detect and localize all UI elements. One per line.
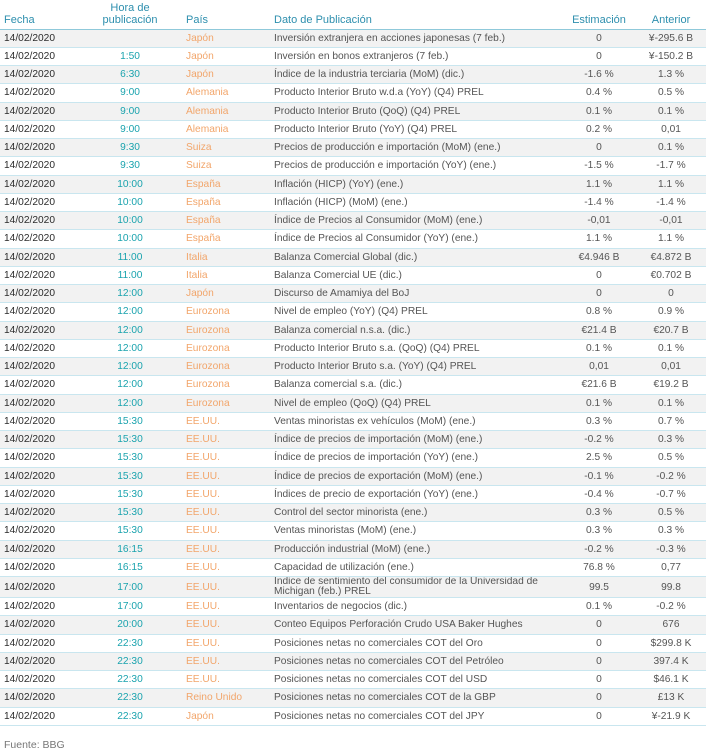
cell-estimate: 0	[562, 266, 636, 284]
cell-description: Producto Interior Bruto w.d.a (YoY) (Q4) PREL	[270, 84, 562, 102]
cell-estimate: 0	[562, 139, 636, 157]
table-row	[0, 558, 706, 576]
cell-description: Producto Interior Bruto s.a. (YoY) (Q4) PREL	[270, 358, 562, 376]
cell-country: EE.UU.	[182, 467, 270, 485]
cell-country: EE.UU.	[182, 449, 270, 467]
cell-previous: €0.702 B	[636, 266, 706, 284]
cell-previous: -0.2 %	[636, 467, 706, 485]
cell-date: 14/02/2020	[0, 634, 78, 652]
cell-time: 16:15	[78, 558, 182, 576]
cell-estimate: €21.4 B	[562, 321, 636, 339]
cell-previous: -0.7 %	[636, 485, 706, 503]
cell-country: España	[182, 230, 270, 248]
source-note: Fuente: BBG	[4, 739, 65, 751]
cell-date: 14/02/2020	[0, 230, 78, 248]
cell-estimate: -0.1 %	[562, 467, 636, 485]
cell-description: Índices de precio de exportación (YoY) (ene.)	[270, 485, 562, 503]
cell-description: Discurso de Amamiya del BoJ	[270, 285, 562, 303]
cell-previous: 1.1 %	[636, 175, 706, 193]
cell-description: Índice de precios de importación (MoM) (ene.)	[270, 431, 562, 449]
cell-date: 14/02/2020	[0, 504, 78, 522]
table-row	[0, 29, 706, 47]
cell-date: 14/02/2020	[0, 303, 78, 321]
cell-description: Control del sector minorista (ene.)	[270, 504, 562, 522]
cell-estimate: 0	[562, 707, 636, 725]
cell-time: 12:00	[78, 376, 182, 394]
cell-time: 12:00	[78, 339, 182, 357]
cell-time: 15:30	[78, 412, 182, 430]
cell-description: Producto Interior Bruto (YoY) (Q4) PREL	[270, 120, 562, 138]
cell-previous: ¥-295.6 B	[636, 29, 706, 47]
column-header-previous: Anterior	[636, 0, 706, 29]
cell-estimate: 0.8 %	[562, 303, 636, 321]
table-row	[0, 358, 706, 376]
cell-estimate: 0.1 %	[562, 339, 636, 357]
cell-description: Inversión en bonos extranjeros (7 feb.)	[270, 47, 562, 65]
cell-time: 6:30	[78, 66, 182, 84]
table-row	[0, 467, 706, 485]
cell-time: 11:00	[78, 248, 182, 266]
cell-country: EE.UU.	[182, 485, 270, 503]
table-row	[0, 598, 706, 616]
cell-estimate: 0	[562, 285, 636, 303]
table-row	[0, 376, 706, 394]
cell-previous: -0,01	[636, 212, 706, 230]
cell-time: 22:30	[78, 671, 182, 689]
cell-date: 14/02/2020	[0, 412, 78, 430]
cell-estimate: 0	[562, 671, 636, 689]
cell-description: Producto Interior Bruto (QoQ) (Q4) PREL	[270, 102, 562, 120]
cell-date: 14/02/2020	[0, 47, 78, 65]
cell-time: 17:00	[78, 598, 182, 616]
cell-previous: 0.5 %	[636, 84, 706, 102]
cell-time: 16:15	[78, 540, 182, 558]
cell-country: Alemania	[182, 120, 270, 138]
table-row	[0, 339, 706, 357]
cell-date: 14/02/2020	[0, 321, 78, 339]
cell-country: Alemania	[182, 84, 270, 102]
cell-country: EE.UU.	[182, 577, 270, 598]
cell-previous: 0.1 %	[636, 139, 706, 157]
cell-previous: -0.3 %	[636, 540, 706, 558]
cell-date: 14/02/2020	[0, 66, 78, 84]
cell-time: 11:00	[78, 266, 182, 284]
cell-time: 15:30	[78, 449, 182, 467]
cell-date: 14/02/2020	[0, 175, 78, 193]
cell-estimate: 0	[562, 689, 636, 707]
cell-date: 14/02/2020	[0, 139, 78, 157]
cell-time: 10:00	[78, 193, 182, 211]
cell-date: 14/02/2020	[0, 485, 78, 503]
cell-estimate: 0.3 %	[562, 412, 636, 430]
cell-previous: 676	[636, 616, 706, 634]
cell-estimate: 99.5	[562, 577, 636, 598]
table-row	[0, 66, 706, 84]
cell-country: EE.UU.	[182, 431, 270, 449]
cell-description: Balanza comercial s.a. (dic.)	[270, 376, 562, 394]
cell-date: 14/02/2020	[0, 449, 78, 467]
cell-description: Posiciones netas no comerciales COT del Oro	[270, 634, 562, 652]
table-row	[0, 671, 706, 689]
cell-time: 12:00	[78, 358, 182, 376]
column-header-description: Dato de Publicación	[270, 0, 562, 29]
table-row	[0, 616, 706, 634]
cell-country: EE.UU.	[182, 540, 270, 558]
cell-estimate: -1.6 %	[562, 66, 636, 84]
cell-estimate: -0.2 %	[562, 431, 636, 449]
cell-date: 14/02/2020	[0, 707, 78, 725]
cell-country: EE.UU.	[182, 558, 270, 576]
cell-description: Ventas minoristas (MoM) (ene.)	[270, 522, 562, 540]
cell-date: 14/02/2020	[0, 431, 78, 449]
table-row	[0, 431, 706, 449]
cell-previous: €20.7 B	[636, 321, 706, 339]
cell-previous: $46.1 K	[636, 671, 706, 689]
cell-country: EE.UU.	[182, 652, 270, 670]
cell-date: 14/02/2020	[0, 29, 78, 47]
cell-time: 12:00	[78, 303, 182, 321]
table-row	[0, 139, 706, 157]
table-row	[0, 394, 706, 412]
cell-description: Índice de sentimiento del consumidor de la Universidad de Michigan (feb.) PREL	[270, 577, 562, 598]
cell-description: Precios de producción e importación (MoM) (ene.)	[270, 139, 562, 157]
cell-description: Inflación (HICP) (YoY) (ene.)	[270, 175, 562, 193]
cell-date: 14/02/2020	[0, 266, 78, 284]
cell-time: 12:00	[78, 285, 182, 303]
cell-country: EE.UU.	[182, 412, 270, 430]
cell-time: 10:00	[78, 175, 182, 193]
cell-previous: -1.7 %	[636, 157, 706, 175]
cell-previous: 0	[636, 285, 706, 303]
cell-description: Producción industrial (MoM) (ene.)	[270, 540, 562, 558]
cell-previous: 0,77	[636, 558, 706, 576]
table-row	[0, 504, 706, 522]
table-row	[0, 412, 706, 430]
cell-date: 14/02/2020	[0, 376, 78, 394]
column-header-estimate: Estimación	[562, 0, 636, 29]
cell-country: Eurozona	[182, 321, 270, 339]
cell-previous: 0.3 %	[636, 431, 706, 449]
cell-previous: 0.1 %	[636, 339, 706, 357]
cell-description: Índice de Precios al Consumidor (YoY) (ene.)	[270, 230, 562, 248]
cell-estimate: 0.2 %	[562, 120, 636, 138]
cell-time: 9:00	[78, 120, 182, 138]
cell-date: 14/02/2020	[0, 558, 78, 576]
cell-estimate: 0.3 %	[562, 504, 636, 522]
cell-date: 14/02/2020	[0, 689, 78, 707]
table-row	[0, 449, 706, 467]
cell-date: 14/02/2020	[0, 358, 78, 376]
cell-estimate: 0.3 %	[562, 522, 636, 540]
cell-date: 14/02/2020	[0, 339, 78, 357]
table-row	[0, 577, 706, 598]
table-row	[0, 102, 706, 120]
cell-time: 22:30	[78, 652, 182, 670]
cell-previous: 0.5 %	[636, 504, 706, 522]
cell-country: Japón	[182, 47, 270, 65]
cell-previous: 0,01	[636, 120, 706, 138]
cell-previous: ¥-150.2 B	[636, 47, 706, 65]
cell-estimate: 1.1 %	[562, 175, 636, 193]
cell-date: 14/02/2020	[0, 120, 78, 138]
cell-previous: €19.2 B	[636, 376, 706, 394]
cell-previous: 0.1 %	[636, 394, 706, 412]
cell-description: Nivel de empleo (QoQ) (Q4) PREL	[270, 394, 562, 412]
cell-date: 14/02/2020	[0, 577, 78, 598]
cell-previous: €4.872 B	[636, 248, 706, 266]
cell-country: EE.UU.	[182, 504, 270, 522]
cell-country: Eurozona	[182, 358, 270, 376]
table-row	[0, 266, 706, 284]
cell-country: Eurozona	[182, 303, 270, 321]
cell-estimate: 0	[562, 652, 636, 670]
table-row	[0, 120, 706, 138]
cell-time: 20:00	[78, 616, 182, 634]
cell-date: 14/02/2020	[0, 193, 78, 211]
cell-estimate: 0	[562, 29, 636, 47]
cell-country: Alemania	[182, 102, 270, 120]
cell-description: Precios de producción e importación (YoY) (ene.)	[270, 157, 562, 175]
table-row	[0, 634, 706, 652]
cell-country: EE.UU.	[182, 598, 270, 616]
cell-country: Reino Unido	[182, 689, 270, 707]
cell-estimate: -0.2 %	[562, 540, 636, 558]
table-row	[0, 175, 706, 193]
cell-description: Capacidad de utilización (ene.)	[270, 558, 562, 576]
table-row	[0, 84, 706, 102]
table-header-row	[0, 0, 706, 29]
cell-date: 14/02/2020	[0, 212, 78, 230]
cell-previous: £13 K	[636, 689, 706, 707]
cell-date: 14/02/2020	[0, 102, 78, 120]
cell-country: España	[182, 175, 270, 193]
cell-estimate: €21.6 B	[562, 376, 636, 394]
cell-date: 14/02/2020	[0, 522, 78, 540]
table-row	[0, 47, 706, 65]
cell-date: 14/02/2020	[0, 394, 78, 412]
cell-time: 9:00	[78, 102, 182, 120]
cell-description: Balanza comercial n.s.a. (dic.)	[270, 321, 562, 339]
cell-previous: 0,01	[636, 358, 706, 376]
cell-description: Balanza Comercial UE (dic.)	[270, 266, 562, 284]
cell-date: 14/02/2020	[0, 248, 78, 266]
cell-country: EE.UU.	[182, 616, 270, 634]
cell-estimate: -0.4 %	[562, 485, 636, 503]
cell-description: Posiciones netas no comerciales COT del Petróleo	[270, 652, 562, 670]
cell-country: EE.UU.	[182, 671, 270, 689]
cell-description: Índice de precios de importación (YoY) (ene.)	[270, 449, 562, 467]
cell-time: 15:30	[78, 522, 182, 540]
cell-estimate: -0,01	[562, 212, 636, 230]
cell-description: Inventarios de negocios (dic.)	[270, 598, 562, 616]
cell-country: Japón	[182, 29, 270, 47]
column-header-time: Hora de publicación	[78, 0, 182, 29]
cell-country: Eurozona	[182, 394, 270, 412]
cell-description: Posiciones netas no comerciales COT del USD	[270, 671, 562, 689]
table-row	[0, 707, 706, 725]
cell-description: Índice de Precios al Consumidor (MoM) (ene.)	[270, 212, 562, 230]
cell-description: Producto Interior Bruto s.a. (QoQ) (Q4) PREL	[270, 339, 562, 357]
cell-estimate: 1.1 %	[562, 230, 636, 248]
cell-country: EE.UU.	[182, 634, 270, 652]
column-header-date: Fecha	[0, 0, 78, 29]
cell-time: 22:30	[78, 634, 182, 652]
cell-time: 10:00	[78, 230, 182, 248]
table-row	[0, 193, 706, 211]
cell-estimate: 0	[562, 634, 636, 652]
cell-estimate: 76.8 %	[562, 558, 636, 576]
cell-previous: ¥-21.9 K	[636, 707, 706, 725]
cell-date: 14/02/2020	[0, 652, 78, 670]
table-row	[0, 248, 706, 266]
cell-time: 15:30	[78, 504, 182, 522]
cell-date: 14/02/2020	[0, 616, 78, 634]
cell-country: Eurozona	[182, 376, 270, 394]
cell-time: 22:30	[78, 707, 182, 725]
cell-time: 15:30	[78, 431, 182, 449]
cell-time: 12:00	[78, 394, 182, 412]
cell-date: 14/02/2020	[0, 84, 78, 102]
cell-country: Suiza	[182, 139, 270, 157]
cell-time: 9:30	[78, 139, 182, 157]
cell-country: Italia	[182, 248, 270, 266]
cell-estimate: 0.1 %	[562, 598, 636, 616]
cell-previous: $299.8 K	[636, 634, 706, 652]
cell-estimate: 0,01	[562, 358, 636, 376]
cell-country: España	[182, 212, 270, 230]
cell-previous: -0.2 %	[636, 598, 706, 616]
cell-estimate: -1.5 %	[562, 157, 636, 175]
cell-previous: 99.8	[636, 577, 706, 598]
cell-estimate: 0.1 %	[562, 102, 636, 120]
cell-description: Inversión extranjera en acciones japonesas (7 feb.)	[270, 29, 562, 47]
table-row	[0, 522, 706, 540]
cell-time: 9:30	[78, 157, 182, 175]
table-row	[0, 230, 706, 248]
cell-description: Inflación (HICP) (MoM) (ene.)	[270, 193, 562, 211]
cell-time	[78, 29, 182, 47]
cell-time: 12:00	[78, 321, 182, 339]
cell-estimate: 2.5 %	[562, 449, 636, 467]
cell-time: 1:50	[78, 47, 182, 65]
cell-estimate: 0.4 %	[562, 84, 636, 102]
column-header-country: País	[182, 0, 270, 29]
table-row	[0, 212, 706, 230]
table-row	[0, 157, 706, 175]
cell-estimate: 0	[562, 47, 636, 65]
cell-estimate: 0	[562, 616, 636, 634]
cell-time: 17:00	[78, 577, 182, 598]
cell-description: Índice de precios de exportación (MoM) (ene.)	[270, 467, 562, 485]
cell-date: 14/02/2020	[0, 540, 78, 558]
cell-time: 10:00	[78, 212, 182, 230]
cell-date: 14/02/2020	[0, 598, 78, 616]
cell-description: Ventas minoristas ex vehículos (MoM) (ene.)	[270, 412, 562, 430]
cell-date: 14/02/2020	[0, 467, 78, 485]
cell-previous: -1.4 %	[636, 193, 706, 211]
cell-country: Suiza	[182, 157, 270, 175]
cell-previous: 0.5 %	[636, 449, 706, 467]
cell-country: Eurozona	[182, 339, 270, 357]
cell-description: Conteo Equipos Perforación Crudo USA Baker Hughes	[270, 616, 562, 634]
table-row	[0, 540, 706, 558]
cell-country: Italia	[182, 266, 270, 284]
cell-date: 14/02/2020	[0, 157, 78, 175]
cell-time: 9:00	[78, 84, 182, 102]
cell-country: España	[182, 193, 270, 211]
cell-description: Posiciones netas no comerciales COT de la GBP	[270, 689, 562, 707]
cell-description: Posiciones netas no comerciales COT del JPY	[270, 707, 562, 725]
cell-country: EE.UU.	[182, 522, 270, 540]
cell-country: Japón	[182, 285, 270, 303]
cell-previous: 0.3 %	[636, 522, 706, 540]
cell-estimate: -1.4 %	[562, 193, 636, 211]
cell-previous: 397.4 K	[636, 652, 706, 670]
cell-time: 15:30	[78, 467, 182, 485]
cell-description: Balanza Comercial Global (dic.)	[270, 248, 562, 266]
table-row	[0, 303, 706, 321]
table-row	[0, 285, 706, 303]
cell-date: 14/02/2020	[0, 285, 78, 303]
cell-description: Nivel de empleo (YoY) (Q4) PREL	[270, 303, 562, 321]
table-row	[0, 652, 706, 670]
cell-previous: 0.1 %	[636, 102, 706, 120]
table-row	[0, 485, 706, 503]
cell-estimate: €4.946 B	[562, 248, 636, 266]
cell-estimate: 0.1 %	[562, 394, 636, 412]
cell-description: Índice de la industria terciaria (MoM) (dic.)	[270, 66, 562, 84]
cell-time: 22:30	[78, 689, 182, 707]
table-row	[0, 321, 706, 339]
cell-previous: 1.3 %	[636, 66, 706, 84]
table-row	[0, 689, 706, 707]
cell-country: Japón	[182, 66, 270, 84]
cell-date: 14/02/2020	[0, 671, 78, 689]
cell-previous: 0.7 %	[636, 412, 706, 430]
cell-previous: 1.1 %	[636, 230, 706, 248]
cell-country: Japón	[182, 707, 270, 725]
cell-time: 15:30	[78, 485, 182, 503]
cell-previous: 0.9 %	[636, 303, 706, 321]
